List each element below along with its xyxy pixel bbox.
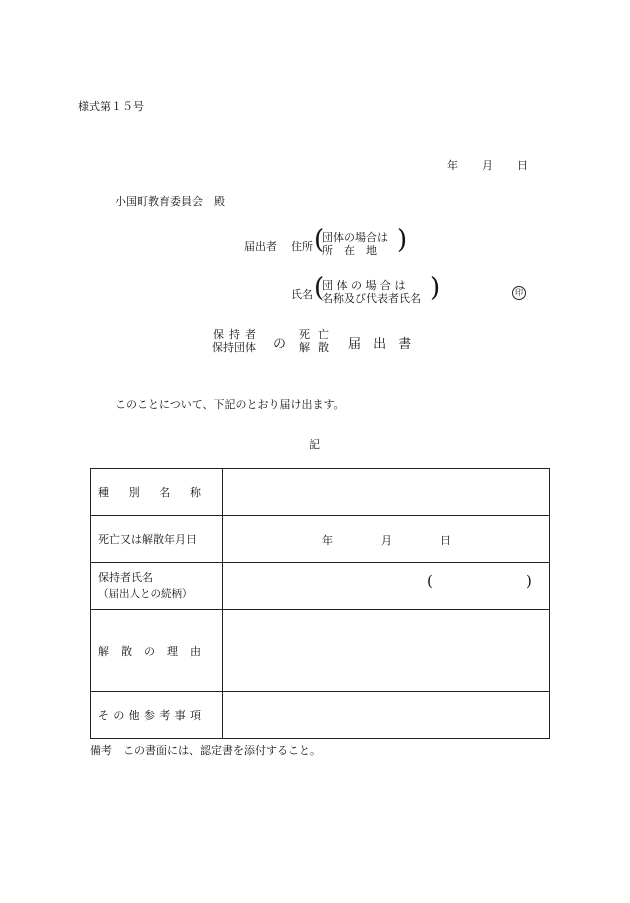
intro-text: このことについて、下記のとおり届け出ます。 bbox=[115, 398, 345, 411]
date-year: 年 bbox=[447, 159, 458, 172]
title-left-line2: 保持団体 bbox=[212, 341, 256, 354]
address-note-line1: 団体の場合は bbox=[322, 231, 388, 244]
holder-label-line1: 保持者氏名 bbox=[98, 571, 153, 584]
title-main: 届 出 書 bbox=[348, 337, 416, 352]
table-row bbox=[91, 692, 550, 739]
name-note-line2: 名称及び代表者氏名 bbox=[322, 292, 421, 305]
title-left-line1: 保持者 bbox=[213, 328, 261, 341]
form-number: 様式第１５号 bbox=[78, 100, 144, 113]
address-label: 住所 bbox=[291, 240, 313, 253]
holder-paren-open: ( bbox=[427, 572, 433, 590]
addressee: 小国町教育委員会 殿 bbox=[115, 195, 225, 208]
name-label: 氏名 bbox=[291, 288, 313, 301]
name-note bbox=[314, 273, 441, 305]
paren-close: ) bbox=[430, 273, 441, 303]
date-day: 日 bbox=[517, 159, 528, 172]
address-note-line2: 所 在 地 bbox=[322, 244, 377, 257]
type-name-value bbox=[223, 469, 550, 516]
paren-close: ) bbox=[397, 225, 408, 255]
table-row bbox=[91, 563, 550, 610]
seal-icon: 印 bbox=[512, 286, 526, 300]
title-particle: の bbox=[273, 337, 287, 352]
address-note bbox=[314, 225, 408, 257]
records-table bbox=[90, 468, 550, 739]
row-date-year: 年 bbox=[322, 534, 333, 547]
row-date-month: 月 bbox=[381, 534, 392, 547]
seal-mark bbox=[512, 285, 526, 300]
ki-heading: 記 bbox=[309, 438, 320, 451]
title-right-stack bbox=[299, 328, 335, 354]
table-row bbox=[91, 469, 550, 516]
row-holder-label bbox=[91, 563, 223, 610]
other-value bbox=[223, 692, 550, 739]
name-note-line1: 団 体 の 場 合 は bbox=[322, 279, 406, 292]
holder-label-line2: （届出人との続柄） bbox=[98, 588, 193, 600]
date-month: 月 bbox=[482, 159, 493, 172]
row-other-label: その他参考事項 bbox=[91, 692, 223, 739]
row-date-label: 死亡又は解散年月日 bbox=[91, 516, 223, 563]
title-right-line1: 死亡 bbox=[299, 328, 337, 341]
date-value bbox=[223, 516, 550, 563]
title-right-line2: 解散 bbox=[299, 341, 337, 354]
table-row bbox=[91, 610, 550, 692]
reason-value bbox=[223, 610, 550, 692]
row-date-day: 日 bbox=[440, 534, 451, 547]
holder-paren-close: ) bbox=[526, 572, 532, 590]
remarks: 備考 この書面には、認定書を添付すること。 bbox=[90, 744, 321, 757]
table-row bbox=[91, 516, 550, 563]
row-reason-label: 解散の理由 bbox=[91, 610, 223, 692]
title-left-stack bbox=[212, 328, 262, 354]
paren-open: ( bbox=[314, 225, 325, 255]
row-type-name-label: 種別名称 bbox=[91, 469, 223, 516]
holder-value bbox=[223, 563, 550, 610]
paren-open: ( bbox=[314, 273, 325, 303]
notifier-label: 届出者 bbox=[244, 240, 277, 253]
